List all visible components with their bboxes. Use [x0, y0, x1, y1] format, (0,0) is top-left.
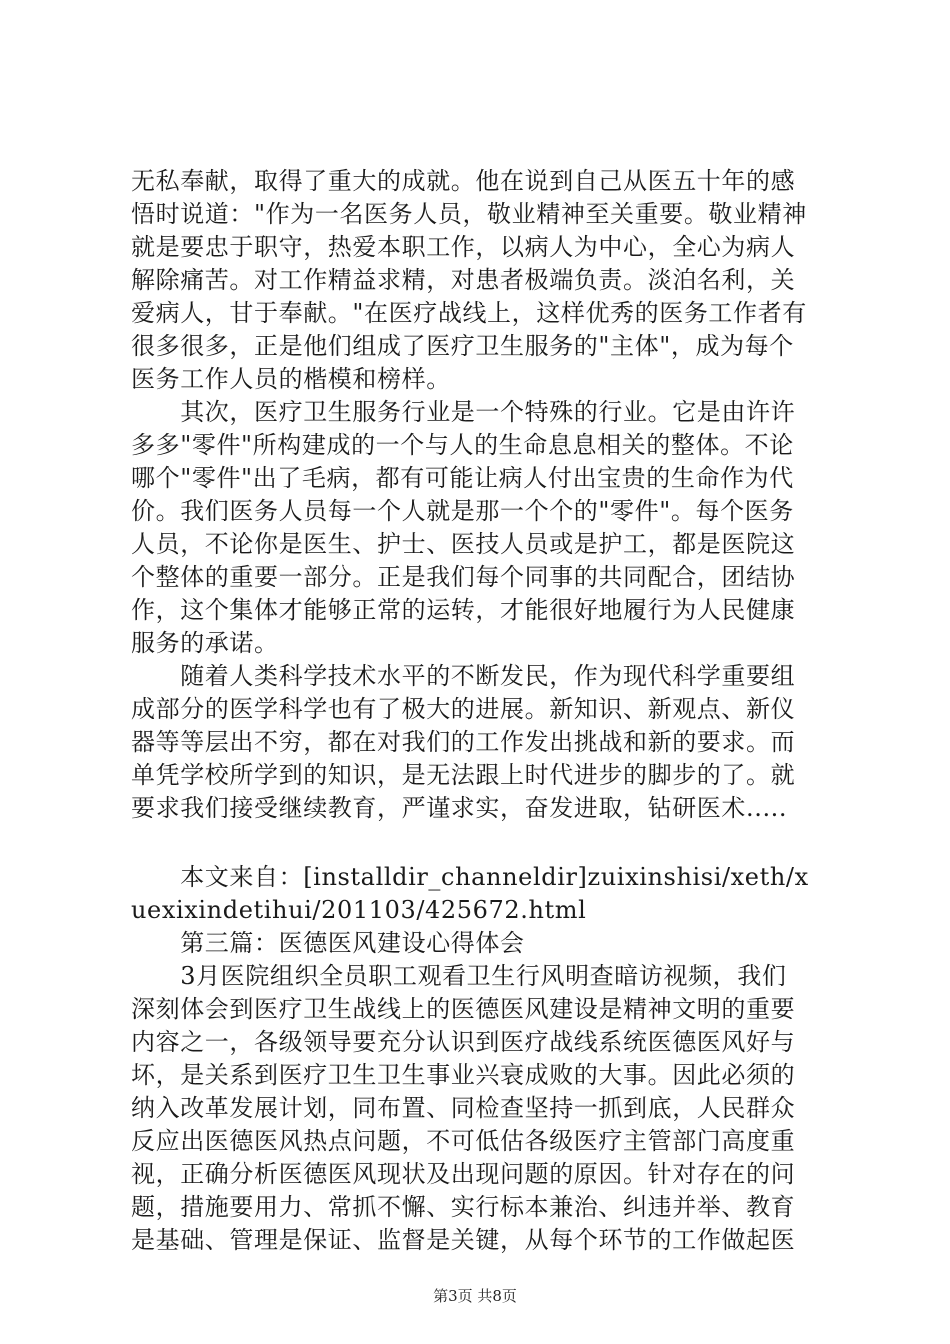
text-line: 随着人类科学技术水平的不断发民，作为现代科学重要组	[131, 662, 796, 690]
source-line: uexixindetihui/201103/425672.html	[131, 896, 587, 924]
text-line: 成部分的医学科学也有了极大的进展。新知识、新观点、新仪	[131, 695, 796, 723]
text-line: 单凭学校所学到的知识，是无法跟上时代进步的脚步的了。就	[131, 761, 796, 789]
text-line: 作，这个集体才能够正常的运转，才能很好地履行为人民健康	[131, 596, 796, 624]
text-line: 悟时说道："作为一名医务人员，敬业精神至关重要。敬业精神	[131, 200, 807, 228]
text-line: 医务工作人员的楷模和榜样。	[131, 365, 451, 393]
source-line: 本文来自：[installdir_channeldir]zuixinshisi/xeth/x	[131, 863, 809, 891]
text-line: 哪个"零件"出了毛病，都有可能让病人付出宝贵的生命作为代	[131, 464, 794, 492]
text-line: 内容之一，各级领导要充分认识到医疗战线系统医德医风好与	[131, 1028, 796, 1056]
text-line: 反应出医德医风热点问题，不可低估各级医疗主管部门高度重	[131, 1127, 796, 1155]
text-line: 器等等层出不穷，都在对我们的工作发出挑战和新的要求。而	[131, 728, 796, 756]
text-line: 其次，医疗卫生服务行业是一个特殊的行业。它是由许许	[131, 398, 796, 426]
text-line: 要求我们接受继续教育，严谨求实，奋发进取，钻研医术.....	[131, 794, 788, 822]
text-line: 很多很多，正是他们组成了医疗卫生服务的"主体"，成为每个	[131, 332, 794, 360]
text-line: 深刻体会到医疗卫生战线上的医德医风建设是精神文明的重要	[131, 995, 796, 1023]
section-heading: 第三篇：医德医风建设心得体会	[131, 929, 525, 957]
text-line: 个整体的重要一部分。正是我们每个同事的共同配合，团结协	[131, 563, 796, 591]
text-line: 视，正确分析医德医风现状及出现问题的原因。针对存在的问	[131, 1160, 796, 1188]
document-body	[131, 165, 831, 1257]
text-line: 就是要忠于职守，热爱本职工作，以病人为中心，全心为病人	[131, 233, 796, 261]
text-line: 爱病人，甘于奉献。"在医疗战线上，这样优秀的医务工作者有	[131, 299, 807, 327]
text-line: 纳入改革发展计划，同布置、同检查坚持一抓到底，人民群众	[131, 1094, 796, 1122]
text-line: 人员，不论你是医生、护士、医技人员或是护工，都是医院这	[131, 530, 796, 558]
page-number-footer: 第3页 共8页	[433, 1287, 517, 1305]
text-line: 解除痛苦。对工作精益求精，对患者极端负责。淡泊名利，关	[131, 266, 796, 294]
text-line: 坏，是关系到医疗卫生卫生事业兴衰成败的大事。因此必须的	[131, 1061, 796, 1089]
text-line: 题，措施要用力、常抓不懈、实行标本兼治、纠违并举、教育	[131, 1193, 796, 1221]
text-line: 无私奉献，取得了重大的成就。他在说到自己从医五十年的感	[131, 167, 796, 195]
paragraph-gap	[131, 825, 831, 861]
text-line: 是基础、管理是保证、监督是关键，从每个环节的工作做起医	[131, 1226, 796, 1254]
text-line: 多多"零件"所构建成的一个与人的生命息息相关的整体。不论	[131, 431, 794, 459]
text-line: 3月医院组织全员职工观看卫生行风明查暗访视频，我们	[131, 962, 787, 990]
text-line: 服务的承诺。	[131, 629, 279, 657]
text-line: 价。我们医务人员每一个人就是那一个个的"零件"。每个医务	[131, 497, 794, 525]
